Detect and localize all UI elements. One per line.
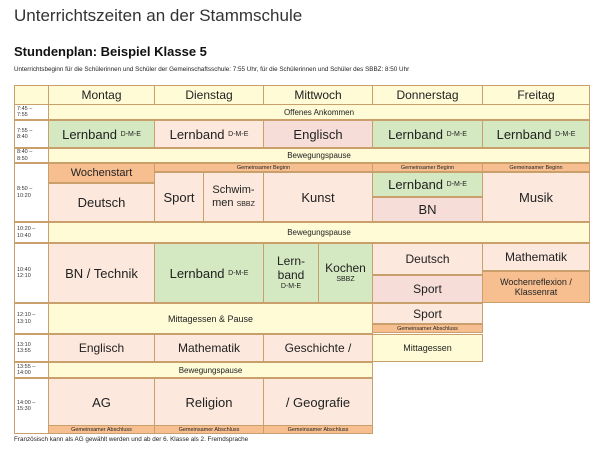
lernband-montag <box>48 120 155 148</box>
bewegungspause-3: Bewegungspause <box>48 362 373 378</box>
day-header-dienstag: Dienstag <box>154 85 264 105</box>
plan-subtitle: Beispiel Klasse 5 <box>97 44 207 59</box>
time-slot: 14:00 – 15:30 <box>14 378 49 434</box>
time-slot: 7:55 – 8:40 <box>14 120 49 148</box>
geschichte-mittwoch: Geschichte / <box>263 334 373 362</box>
offenes-ankommen: Offenes Ankommen <box>48 104 590 120</box>
lernband-mittwoch <box>263 243 319 303</box>
header-corner <box>14 85 49 105</box>
lernband-dienstag-2 <box>154 243 264 303</box>
deutsch-donnerstag: Deutsch <box>372 243 483 275</box>
mathematik-dienstag: Mathematik <box>154 334 264 362</box>
lernband-label: Lernband <box>169 265 225 281</box>
schwimmen-dienstag <box>203 172 264 222</box>
dme-label: D-M-E <box>120 130 141 138</box>
gemeinsamer-beginn: Gemeinsamer Beginn <box>154 163 373 172</box>
time-slot: 8:50 – 10:20 <box>14 163 49 222</box>
bewegungspause-2: Bewegungspause <box>48 222 590 243</box>
englisch-montag: Englisch <box>48 334 155 362</box>
bn-donnerstag: BN <box>372 197 483 222</box>
gemeinsamer-abschluss: Gemeinsamer Abschluss <box>263 425 373 434</box>
footnote: Französisch kann als AG gewählt werden und ab der 6. Klasse als 2. Fremdsprache <box>14 436 249 443</box>
day-header-montag: Montag <box>48 85 155 105</box>
gemeinsamer-abschluss: Gemeinsamer Abschluss <box>154 425 264 434</box>
sbbz-label: SBBZ <box>336 275 355 283</box>
dme-label: D-M-E <box>446 130 467 138</box>
deutsch-montag: Deutsch <box>48 183 155 222</box>
kochen-label: Kochen <box>325 261 366 276</box>
gemeinsamer-abschluss: Gemeinsamer Abschluss <box>372 324 483 333</box>
geografie-mittwoch: / Geografie <box>263 378 373 426</box>
mathematik-freitag: Mathematik <box>482 243 590 271</box>
time-slot: 10:40 12:10 <box>14 243 49 303</box>
sport-donnerstag: Sport <box>372 275 483 303</box>
time-slot: 8:40 – 8:50 <box>14 148 49 163</box>
kunst-mittwoch: Kunst <box>263 172 373 222</box>
gemeinsamer-abschluss: Gemeinsamer Abschluss <box>48 425 155 434</box>
sbbz-label: SBBZ <box>236 201 255 208</box>
lernband-label: Lernband <box>169 126 225 142</box>
musik-freitag: Musik <box>482 172 590 222</box>
englisch-mittwoch: Englisch <box>263 120 373 148</box>
lernband-freitag <box>482 120 590 148</box>
time-slot: 13:55 – 14:00 <box>14 362 49 378</box>
lernband-label: Lernband <box>496 126 552 142</box>
day-header-donnerstag: Donnerstag <box>372 85 483 105</box>
dme-label: D-M-E <box>280 282 302 290</box>
lernband-donnerstag <box>372 120 483 148</box>
mittagessen-pause: Mittagessen & Pause <box>48 303 373 334</box>
dme-label: D-M-E <box>228 130 249 138</box>
time-slot: 7:45 – 7:55 <box>14 104 49 120</box>
lernband-dienstag <box>154 120 264 148</box>
bewegungspause-1: Bewegungspause <box>48 148 590 163</box>
time-slot: 10:20 – 10:40 <box>14 222 49 243</box>
lernband-label: Lernband <box>62 126 118 142</box>
bn-technik-montag: BN / Technik <box>48 243 155 303</box>
schwimmen-label-2a: men <box>212 197 234 209</box>
gemeinsamer-beginn: Gemeinsamer Beginn <box>482 163 590 172</box>
religion-dienstag: Religion <box>154 378 264 426</box>
lern-label: Lern- <box>276 254 305 269</box>
wochenstart: Wochenstart <box>48 163 155 183</box>
lernband-label: Lernband <box>388 126 444 142</box>
plan-title <box>14 44 207 59</box>
kochen-mittwoch <box>318 243 373 303</box>
time-slot: 12:10 – 13:10 <box>14 303 49 334</box>
dme-label: D-M-E <box>446 181 467 188</box>
dme-label: D-M-E <box>555 130 576 138</box>
gemeinsamer-beginn: Gemeinsamer Beginn <box>372 163 483 172</box>
time-slot: 13:10 13:55 <box>14 334 49 362</box>
sport-dienstag: Sport <box>154 172 204 222</box>
dme-label: D-M-E <box>228 269 249 277</box>
day-header-freitag: Freitag <box>482 85 590 105</box>
mittagessen-donnerstag: Mittagessen <box>372 334 483 362</box>
plan-title-label: Stundenplan: <box>14 44 98 59</box>
schwimmen-label-2 <box>212 197 255 210</box>
wochenreflexion-freitag: Wochenreflexion / Klassenrat <box>482 271 590 303</box>
intro-text: Unterrichtsbeginn für die Schülerinnen und Schüler der Gemeinschaftsschule: 7:55 Uhr, für die Schülerinnen und Schüler des SBBZ: 8:50 Uhr <box>14 66 410 73</box>
band-label: band <box>277 267 305 282</box>
ag-montag: AG <box>48 378 155 426</box>
day-header-mittwoch: Mittwoch <box>263 85 373 105</box>
lernband-label: Lernband <box>388 177 444 192</box>
schwimmen-label: Schwim- <box>212 184 255 197</box>
sport-donnerstag-2: Sport <box>372 303 483 324</box>
page-title: Unterrichtszeiten an der Stammschule <box>14 6 303 25</box>
lernband-donnerstag-2 <box>372 172 483 197</box>
